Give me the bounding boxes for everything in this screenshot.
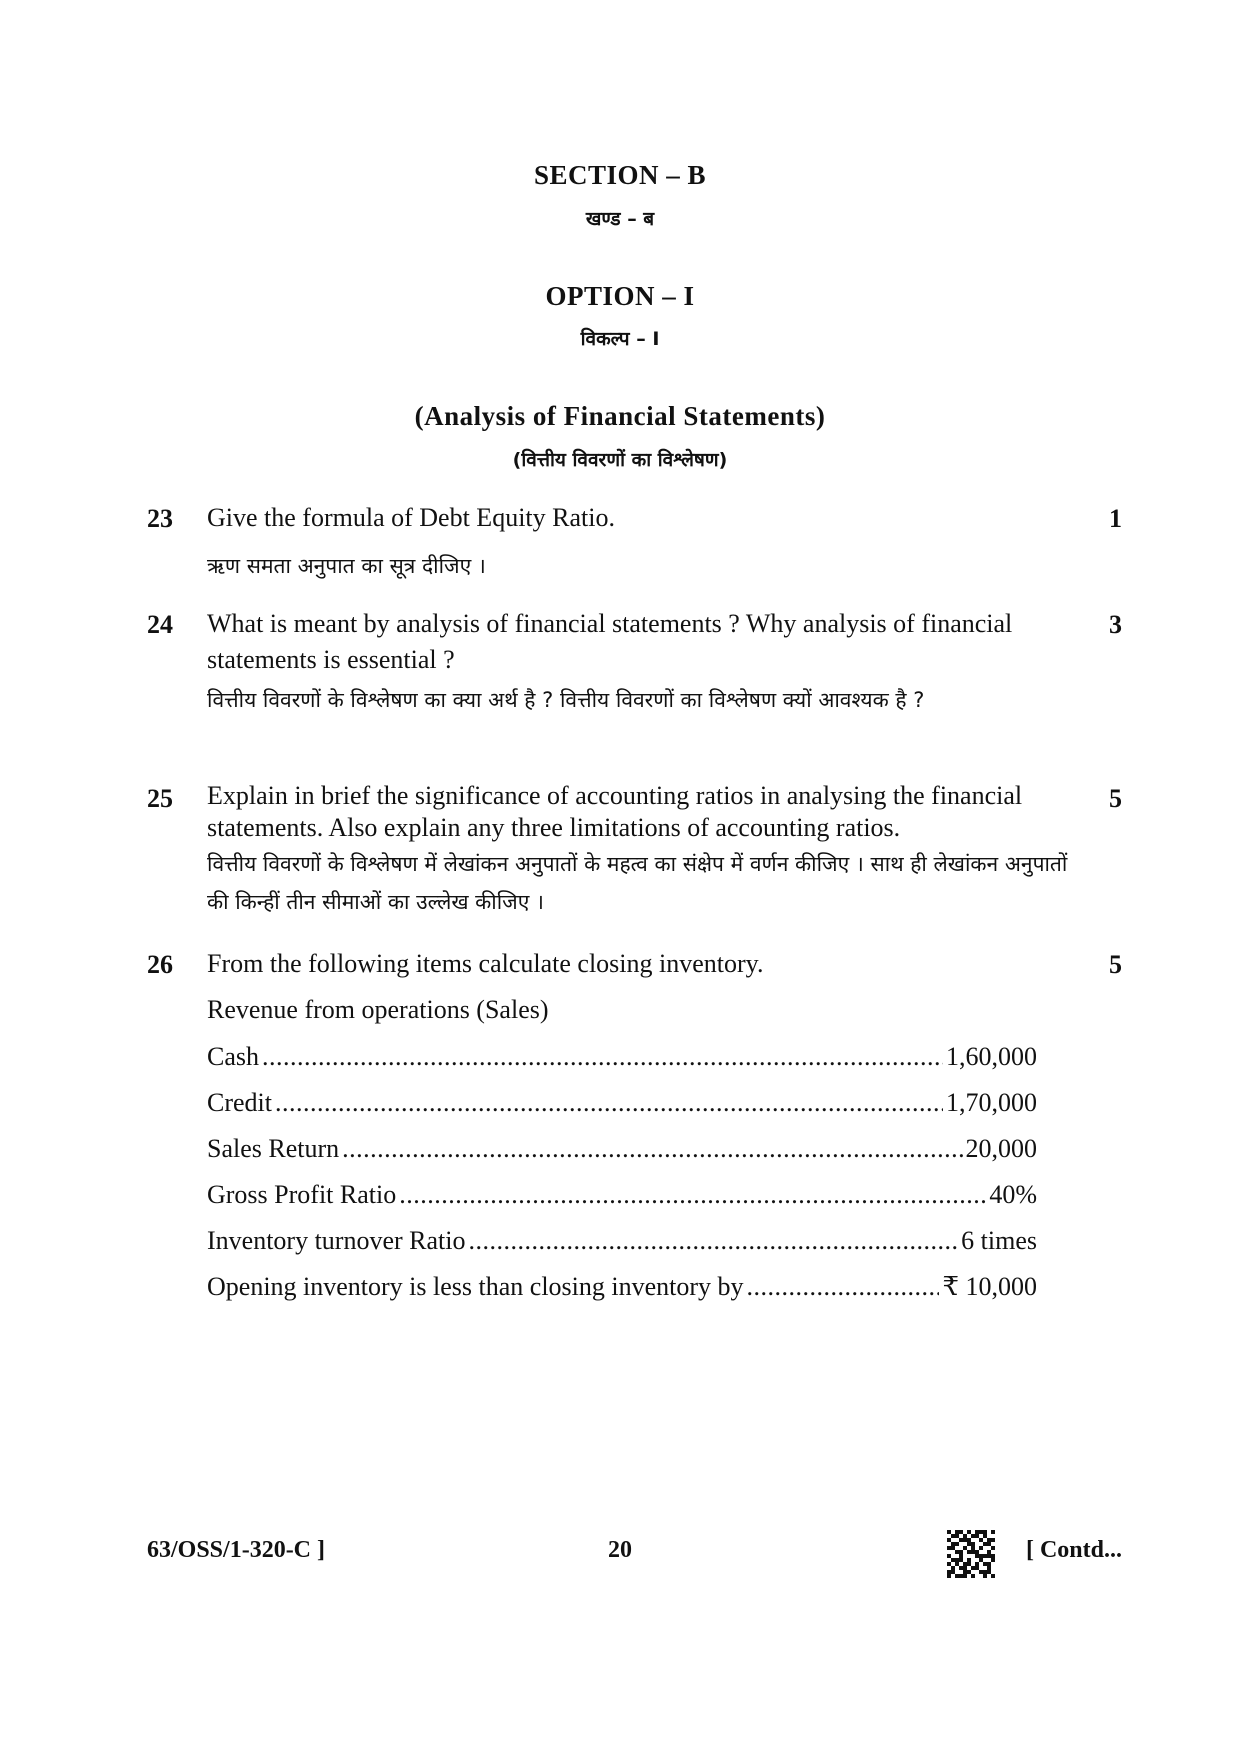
row-value: 40% bbox=[989, 1180, 1037, 1209]
question-number: 23 bbox=[147, 504, 173, 533]
topic-heading-hindi: (वित्तीय विवरणों का विश्लेषण) bbox=[512, 449, 728, 471]
question-marks: 3 bbox=[1109, 610, 1122, 639]
question-marks: 1 bbox=[1109, 504, 1122, 533]
row-label: Inventory turnover Ratio bbox=[207, 1226, 466, 1255]
data-row-opening-inventory bbox=[207, 1270, 1037, 1304]
continued-label: [ Contd... bbox=[1025, 1537, 1122, 1563]
leader-dots bbox=[399, 1178, 986, 1212]
qr-code-icon bbox=[947, 1530, 995, 1578]
question-number: 25 bbox=[147, 784, 173, 813]
data-row-inventory-turnover bbox=[207, 1224, 1037, 1258]
option-heading: OPTION – I bbox=[545, 281, 695, 311]
question-marks: 5 bbox=[1109, 950, 1122, 979]
question-number: 24 bbox=[147, 610, 173, 639]
question-marks: 5 bbox=[1109, 784, 1122, 813]
row-label: Cash bbox=[207, 1042, 259, 1071]
leader-dots bbox=[342, 1132, 962, 1166]
data-row-cash bbox=[207, 1040, 1037, 1074]
row-value: 1,70,000 bbox=[946, 1088, 1037, 1117]
row-value: ₹ 10,000 bbox=[942, 1272, 1037, 1301]
question-text: What is meant by analysis of financial statements ? Why analysis of financial statements is essential ? bbox=[207, 609, 1013, 674]
row-value: 1,60,000 bbox=[946, 1042, 1037, 1071]
page-number: 20 bbox=[608, 1537, 632, 1563]
question-number: 26 bbox=[147, 950, 173, 979]
question-text: From the following items calculate closing inventory. bbox=[207, 949, 764, 978]
row-label: Credit bbox=[207, 1088, 272, 1117]
section-heading-hindi: खण्ड – ब bbox=[585, 208, 655, 230]
data-row-gross-profit-ratio bbox=[207, 1178, 1037, 1212]
question-text-hindi: वित्तीय विवरणों के विश्लेषण में लेखांकन अनुपातों के महत्व का संक्षेप में वर्णन कीजिए । साथ ही लेखांकन अनुपातों की किन्हीं तीन सीमाओं का उल्लेख कीजिए । bbox=[207, 852, 1068, 914]
question-subheading: Revenue from operations (Sales) bbox=[207, 995, 549, 1024]
section-heading: SECTION – B bbox=[533, 160, 707, 190]
row-value: 20,000 bbox=[965, 1134, 1037, 1163]
paper-code: 63/OSS/1-320-C ] bbox=[147, 1537, 326, 1563]
row-label: Sales Return bbox=[207, 1134, 340, 1163]
option-heading-hindi: विकल्प – I bbox=[580, 328, 660, 350]
row-label: Opening inventory is less than closing inventory by bbox=[207, 1272, 744, 1301]
question-text-hindi: ऋण समता अनुपात का सूत्र दीजिए । bbox=[207, 554, 486, 578]
row-value: 6 times bbox=[961, 1226, 1037, 1255]
leader-dots bbox=[262, 1040, 943, 1074]
leader-dots bbox=[469, 1224, 959, 1258]
question-text: Give the formula of Debt Equity Ratio. bbox=[207, 503, 615, 532]
leader-dots bbox=[747, 1270, 940, 1304]
question-text-hindi: वित्तीय विवरणों के विश्लेषण का क्या अर्थ है ? वित्तीय विवरणों का विश्लेषण क्यों आवश्यक है ? bbox=[207, 688, 925, 712]
data-row-credit bbox=[207, 1086, 1037, 1120]
topic-heading: (Analysis of Financial Statements) bbox=[414, 401, 826, 431]
row-label: Gross Profit Ratio bbox=[207, 1180, 397, 1209]
data-row-sales-return bbox=[207, 1132, 1037, 1166]
leader-dots bbox=[275, 1086, 943, 1120]
question-text: Explain in brief the significance of accounting ratios in analysing the financial statements. Also explain any three limitations of accounting ratios. bbox=[207, 781, 1023, 842]
